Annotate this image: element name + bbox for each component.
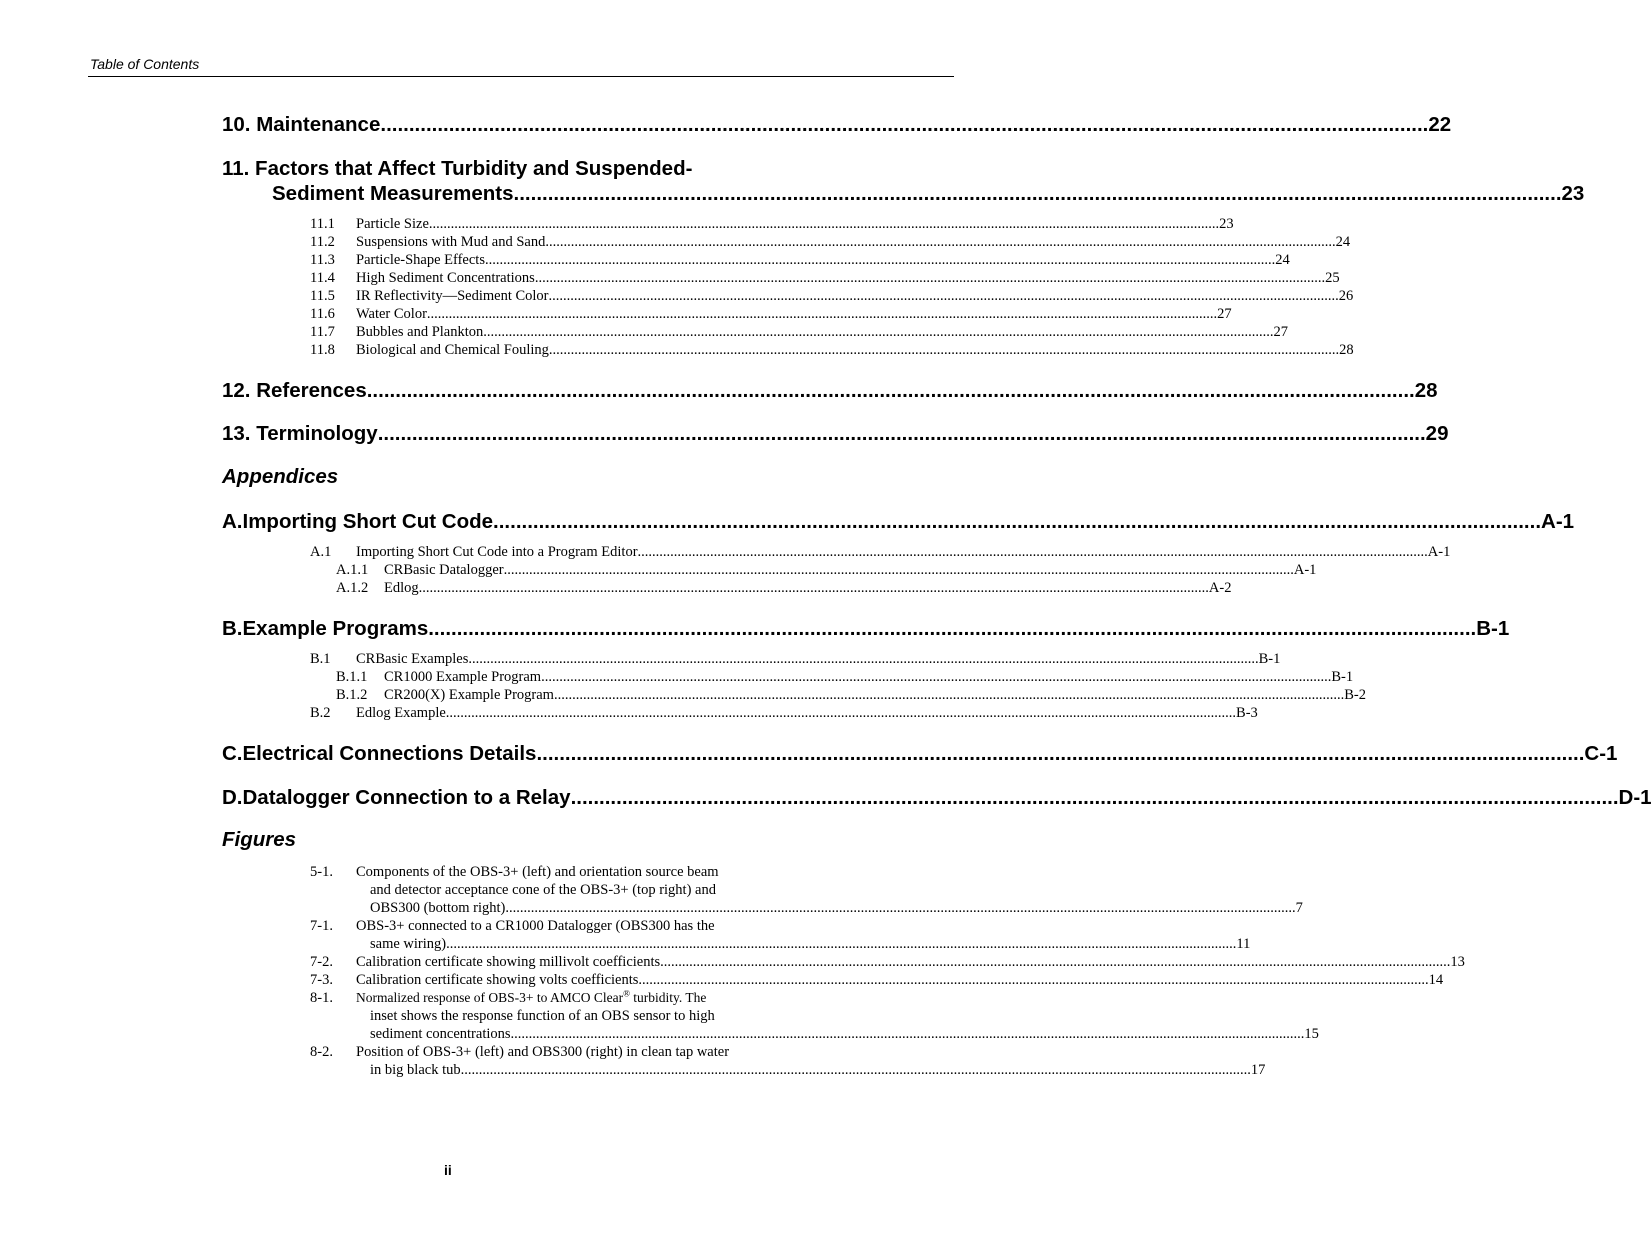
entry-page: B-1 [1258, 651, 1281, 667]
entry-text: Edlog Example [356, 705, 446, 721]
header-rule [88, 76, 954, 77]
entry-number: 11.8 [310, 342, 335, 358]
toc-subentry[interactable] [310, 561, 1317, 579]
entry-page: B-2 [1344, 687, 1366, 703]
entry-page: 25 [1325, 270, 1340, 286]
dot-leader [378, 421, 1426, 446]
entry-text: Edlog [384, 580, 419, 596]
figures-list [310, 863, 1465, 1079]
appendix-letter: D. [222, 786, 243, 809]
figure-caption-line: Position of OBS-3+ (left) and OBS300 (right) in clean tap water [356, 1044, 730, 1060]
entry-number: 11.6 [310, 306, 335, 322]
toc-subentry[interactable] [310, 305, 1232, 323]
entry-number: 11.7 [310, 324, 335, 340]
appendices-heading: Appendices [222, 465, 339, 488]
toc-appendix-b[interactable] [222, 616, 1510, 641]
toc-subentry[interactable] [310, 543, 1451, 561]
entry-page: 27 [1217, 306, 1232, 322]
figure-page: 11 [1236, 936, 1251, 952]
figure-entry[interactable] [310, 971, 1444, 989]
toc-entry-11[interactable] [222, 156, 1585, 206]
entry-page: 23 [1219, 216, 1234, 232]
toc-subentry[interactable] [310, 686, 1366, 704]
entry-number: 11.5 [310, 288, 335, 304]
dot-leader [638, 543, 1428, 561]
toc-appendix-a[interactable] [222, 509, 1575, 534]
toc-title: Importing Short Cut Code [242, 510, 494, 533]
figure-page: 15 [1304, 1026, 1319, 1042]
entry-text: Particle Size [356, 216, 429, 232]
toc-subentry[interactable] [310, 251, 1290, 269]
figure-caption-line: and detector acceptance cone of the OBS-3+ (top right) and [370, 882, 716, 898]
entry-text: CR200(X) Example Program [384, 687, 554, 703]
toc-page: 22 [1428, 113, 1452, 136]
dot-leader [493, 509, 1541, 534]
entry-number: A.1.1 [336, 562, 369, 578]
entry-number: B.1 [310, 651, 331, 667]
entry-page: 28 [1339, 342, 1354, 358]
running-header: Table of Contents [90, 56, 200, 72]
figure-caption-line: inset shows the response function of an OBS sensor to high [370, 1008, 715, 1024]
figure-caption-line: Components of the OBS-3+ (left) and orientation source beam [356, 864, 719, 880]
dot-leader [549, 287, 1339, 305]
toc-title: Electrical Connections Details [242, 742, 537, 765]
entry-page: 27 [1273, 324, 1289, 340]
figure-entry[interactable] [310, 917, 1251, 953]
dot-leader [428, 616, 1476, 641]
entry-page: B-1 [1331, 669, 1354, 685]
figure-caption-line: OBS-3+ connected to a CR1000 Datalogger (OBS300 has the [356, 918, 715, 934]
toc-subentry[interactable] [310, 650, 1281, 668]
dot-leader [549, 341, 1339, 359]
toc-entry-12[interactable] [222, 378, 1438, 403]
figure-page: 17 [1250, 1062, 1266, 1078]
appendix-letter: C. [222, 742, 243, 765]
entry-number: B.1.1 [336, 669, 368, 685]
figure-caption-line: in big black tub [370, 1062, 461, 1078]
entry-number: 11.2 [310, 234, 335, 250]
entry-text: High Sediment Concentrations [356, 270, 535, 286]
entry-text: Bubbles and Plankton [356, 324, 484, 340]
figure-caption-line: OBS300 (bottom right) [370, 900, 506, 916]
dot-leader [535, 269, 1325, 287]
dot-leader [461, 1061, 1251, 1079]
entry-number: A.1 [310, 544, 332, 560]
dot-leader [504, 561, 1294, 579]
figure-entry[interactable] [310, 863, 1303, 917]
figure-number: 7-2. [310, 954, 333, 970]
toc-page: 29 [1425, 422, 1449, 445]
dot-leader [545, 233, 1335, 251]
figure-entry[interactable] [310, 1043, 1266, 1079]
entry-page: B-3 [1236, 705, 1258, 721]
toc-appendix-c[interactable] [222, 741, 1618, 766]
toc-page: A-1 [1541, 510, 1575, 533]
toc-title: 13. Terminology [222, 422, 378, 445]
entry-text: IR Reflectivity—Sediment Color [356, 288, 549, 304]
dot-leader [427, 305, 1217, 323]
dot-leader [638, 971, 1428, 989]
figure-entry[interactable] [310, 953, 1465, 971]
figure-number: 7-3. [310, 972, 333, 988]
dot-leader [380, 112, 1428, 137]
toc-entry-13[interactable] [222, 421, 1449, 446]
registered-mark: ® [623, 988, 630, 999]
toc-entry-10[interactable] [222, 112, 1452, 137]
dot-leader [367, 378, 1415, 403]
dot-leader [446, 704, 1236, 722]
caption-text: turbidity. The [629, 990, 707, 1005]
toc-title: Datalogger Connection to a Relay [242, 786, 571, 809]
entry-text: Water Color [356, 306, 427, 322]
toc-title: 12. References [222, 379, 367, 402]
figure-page: 7 [1295, 900, 1303, 916]
toc-subentries-a [310, 543, 1451, 597]
entry-number: 11.4 [310, 270, 335, 286]
toc-title-line2: Sediment Measurements [272, 182, 514, 205]
entry-text: CRBasic Examples [356, 651, 469, 667]
dot-leader [554, 686, 1344, 704]
caption-text: Normalized response of OBS-3+ to AMCO Clear [356, 990, 624, 1005]
entry-number: B.2 [310, 705, 331, 721]
figure-caption-line: same wiring) [370, 936, 447, 952]
entry-page: A-1 [1427, 544, 1451, 560]
toc-subentry[interactable] [310, 704, 1258, 722]
figure-number: 8-2. [310, 1044, 333, 1060]
figure-caption-line: sediment concentrations. [370, 1026, 515, 1042]
figures-heading: Figures [222, 828, 297, 851]
figure-caption-line [356, 989, 1319, 1007]
dot-leader [541, 668, 1331, 686]
toc-subentry[interactable] [310, 323, 1289, 341]
toc-subentry[interactable] [310, 269, 1340, 287]
dot-leader [505, 899, 1295, 917]
figure-page: 13 [1450, 954, 1465, 970]
dot-leader [429, 215, 1219, 233]
dot-leader [419, 579, 1209, 597]
entry-text: CRBasic Datalogger [384, 562, 504, 578]
entry-text: Importing Short Cut Code into a Program Editor [356, 544, 638, 560]
toc-subentry[interactable] [310, 287, 1354, 305]
dot-leader [536, 741, 1584, 766]
toc-subentry[interactable] [310, 215, 1234, 233]
toc-title-line1: 11. Factors that Affect Turbidity and Suspended- [222, 157, 693, 180]
toc-page: C-1 [1584, 742, 1618, 765]
toc-subentry[interactable] [310, 668, 1354, 686]
entry-page: 24 [1275, 252, 1290, 268]
figure-number: 7-1. [310, 918, 333, 934]
entry-page: 24 [1335, 234, 1351, 250]
entry-page: A-2 [1208, 580, 1232, 596]
toc-appendix-d[interactable] [222, 785, 1652, 810]
toc-title: Example Programs [242, 617, 429, 640]
dot-leader [571, 785, 1619, 810]
figure-page: 14 [1428, 972, 1444, 988]
appendix-letter: A. [222, 510, 243, 533]
toc-title: 10. Maintenance [222, 113, 381, 136]
toc-subentry[interactable] [310, 579, 1232, 597]
toc-subentries-b [310, 650, 1366, 722]
dot-leader [468, 650, 1258, 668]
dot-leader [514, 181, 1562, 206]
entry-page: 26 [1338, 288, 1354, 304]
appendix-letter: B. [222, 617, 243, 640]
dot-leader [660, 953, 1450, 971]
figure-caption-line: Calibration certificate showing volts coefficients [356, 972, 639, 988]
entry-text: Suspensions with Mud and Sand [356, 234, 546, 250]
figure-number: 8-1. [310, 990, 333, 1006]
toc-page: 23 [1561, 182, 1585, 205]
toc-subentry[interactable] [310, 233, 1351, 251]
dot-leader [514, 1025, 1304, 1043]
entry-text: Particle-Shape Effects [356, 252, 485, 268]
toc-page: 28 [1414, 379, 1438, 402]
dot-leader [446, 935, 1236, 953]
entry-number: 11.1 [310, 216, 335, 232]
toc-page: D-1 [1618, 786, 1652, 809]
entry-page: A-1 [1293, 562, 1317, 578]
figure-number: 5-1. [310, 864, 333, 880]
toc-subentry[interactable] [310, 341, 1354, 359]
entry-number: A.1.2 [336, 580, 369, 596]
figure-caption-line: Calibration certificate showing millivolt coefficients [356, 954, 661, 970]
dot-leader [483, 323, 1273, 341]
entry-number: 11.3 [310, 252, 335, 268]
dot-leader [485, 251, 1275, 269]
figure-entry[interactable] [310, 988, 1319, 1043]
toc-page: B-1 [1476, 617, 1510, 640]
entry-text: CR1000 Example Program [384, 669, 542, 685]
page-number: ii [444, 1162, 452, 1178]
toc-subentries-11 [310, 215, 1354, 359]
entry-number: B.1.2 [336, 687, 368, 703]
entry-text: Biological and Chemical Fouling [356, 342, 549, 358]
